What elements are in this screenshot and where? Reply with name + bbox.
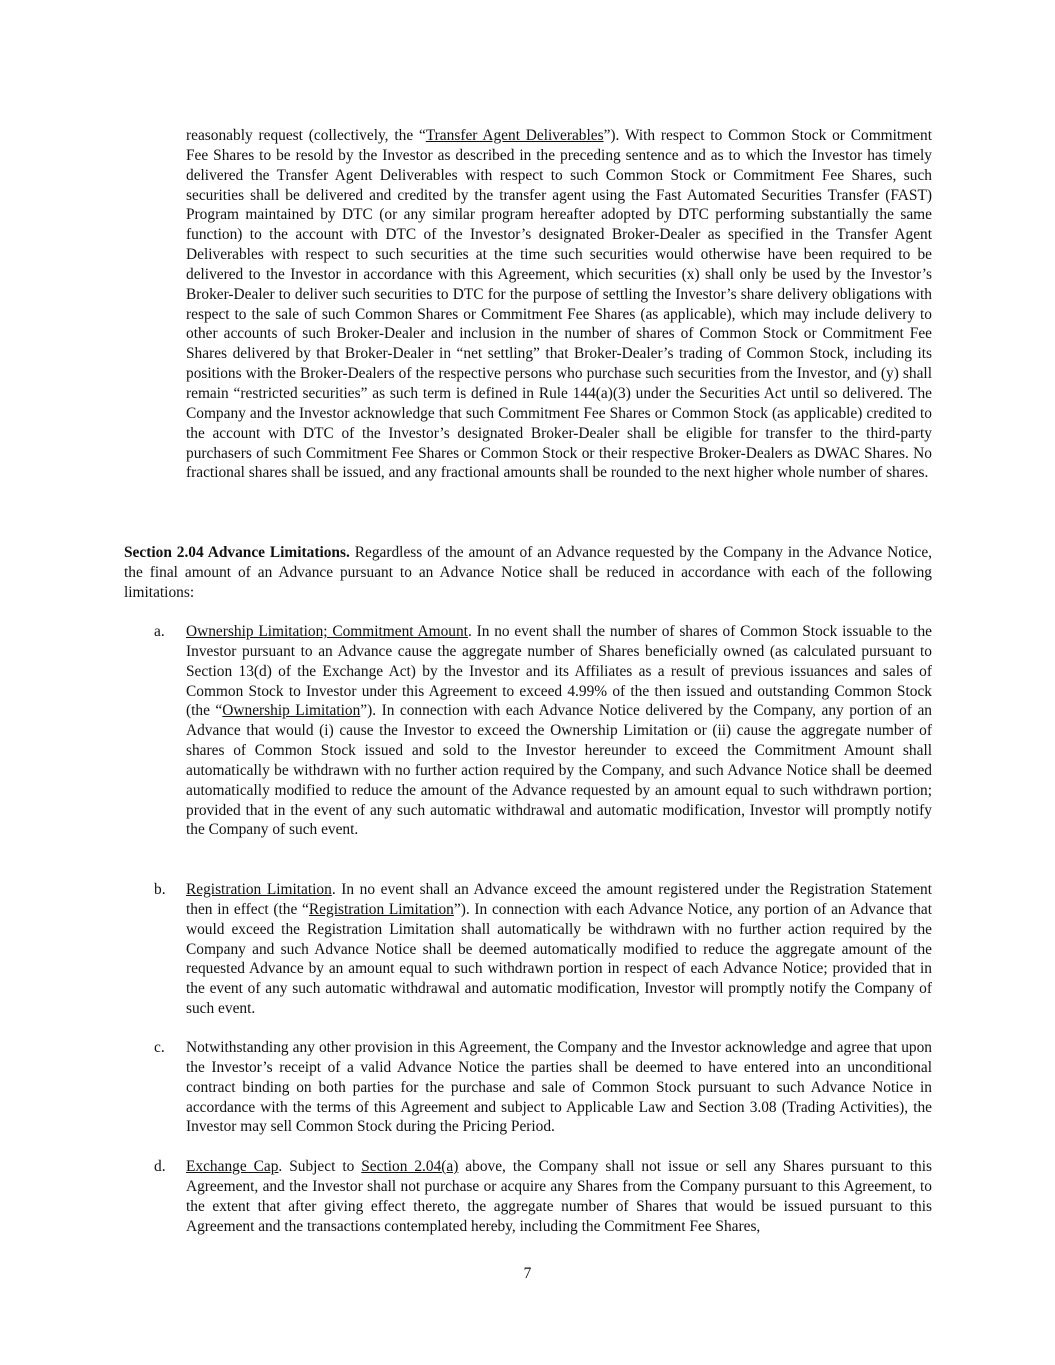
list-marker: d. — [154, 1158, 166, 1175]
list-item-c — [154, 1038, 932, 1137]
defined-term-transfer-agent-deliverables: Transfer Agent Deliverables — [425, 127, 604, 144]
item-text: . In no event shall an Advance exceed the amount registered under the Registration Statement then in effect (the “ — [186, 881, 932, 918]
list-item-a — [154, 622, 932, 840]
page-number: 7 — [523, 1265, 532, 1282]
paragraph-text: reasonably request (collectively, the “ — [186, 127, 426, 144]
list-item-body — [186, 880, 932, 1019]
list-marker: b. — [154, 881, 166, 898]
item-text: ”). In connection with each Advance Notice delivered by the Company, any portion of an Advance that would (i) cause the Investor to exceed the Ownership Limitation or (ii) cause the aggregate number of shares of Common Stock issued and sold to the Investor hereunder to exceed the Commitment Amount shall automatically be withdrawn with no further action required by the Company, and such Advance Notice shall be deemed automatically modified to reduce the amount of the Advance requested by an amount equal to such withdrawn portion; provided that in the event of any such automatic withdrawal and automatic modification, Investor will promptly notify the Company of such event. — [186, 702, 933, 839]
list-item-d — [154, 1157, 932, 1236]
list-item-body — [186, 622, 932, 840]
defined-term-ownership-limitation: Ownership Limitation — [222, 702, 361, 720]
list-marker: c. — [154, 1039, 165, 1056]
item-text: above, the Company shall not issue or sell any Shares pursuant to this Agreement, and the Investor shall not purchase or acquire any Shares from the Company pursuant to this Agreement, to the extent that after giving effect thereto, the aggregate number of Shares that would be issued pursuant to this Agreement and the transactions contemplated hereby, including the Commitment Fee Shares, — [186, 1158, 932, 1235]
cross-reference-link: Section 2.04(a) — [361, 1158, 459, 1175]
continuation-paragraph — [186, 126, 932, 483]
item-text: Notwithstanding any other provision in this Agreement, the Company and the Investor acknowledge and agree that upon the Investor’s receipt of a valid Advance Notice the parties shall be deemed to have entered into an unconditional contract binding on both parties for the purchase and sale of Common Stock pursuant to such Advance Notice in accordance with the terms of this Agreement and subject to Applicable Law and Section 3.08 (Trading Activities), the Investor may sell Common Stock during the Pricing Period. — [186, 1039, 932, 1136]
list-item-b — [154, 880, 932, 1019]
paragraph-text: ”). With respect to Common Stock or Commitment Fee Shares to be resold by the Investor as described in the preceding sentence and as to which the Investor has timely delivered the Transfer Agent Deliverables with respect to such Common Stock or Commitment Fee Shares, such securities shall be delivered and credited by the transfer agent using the Fast Automated Securities Transfer (FAST) Program maintained by DTC (or any similar program hereafter adopted by DTC performing substantially the same function) to the account with DTC of the Investor’s designated Broker-Dealer as specified in the Transfer Agent Deliverables with respect to such securities at the time such securities would otherwise have been required to be delivered to the Investor in accordance with this Agreement, which securities (x) shall only be used by the Investor’s Broker-Dealer to deliver such securities to DTC for the purpose of settling the Investor’s share delivery obligations with respect to the sale of such Common Shares or Commitment Fee Shares (as applicable), which may include delivery to other accounts of such Broker-Dealer and inclusion in the number of shares of Common Stock or Commitment Fee Shares delivered by that Broker-Dealer in “net settling” that Broker-Dealer’s trading of Common Stock, including its positions with the Broker-Dealers of the respective persons who purchase such securities from the Investor, and (y) shall remain “restricted securities” as such term is defined in Rule 144(a)(3) under the Securities Act until so delivered. The Company and the Investor acknowledge that such Commitment Fee Shares or Common Stock (as applicable) credited to the account with DTC of the Investor’s designated Broker-Dealer shall be eligible for transfer to the third-party purchasers of such Commitment Fee Shares or Common Stock or their respective Broker-Dealers as DWAC Shares. No fractional shares shall be issued, and any fractional amounts shall be rounded to the next higher whole number of shares. — [186, 127, 932, 482]
item-text: ”). In connection with each Advance Notice, any portion of an Advance that would exceed the Registration Limitation shall automatically be withdrawn with no further action required by the Company and such Advance Notice shall be deemed automatically modified to reduce the aggregate amount of the requested Advance by an amount equal to such withdrawn portion in respect of each Advance Notice; provided that in the event of any such automatic withdrawal and automatic modification, Investor will promptly notify the Company of such event. — [186, 900, 932, 1018]
item-title: Registration Limitation — [186, 881, 332, 898]
section-2-04-paragraph — [124, 543, 932, 603]
list-item-body — [186, 1157, 932, 1236]
item-text: . In no event shall the number of shares of Common Stock issuable to the Investor pursuant to an Advance cause the aggregate number of Shares beneficially owned (as calculated pursuant to Section 13(d) of the Exchange Act) by the Investor and its Affiliates as a result of previous issuances and sales of Common Stock to Investor under this Agreement to exceed 4.99% of the then issued and outstanding Common Stock (the “ — [186, 623, 932, 720]
section-heading: Section 2.04 Advance Limitations. — [124, 544, 350, 561]
section-intro-text: Regardless of the amount of an Advance requested by the Company in the Advance Notice, the final amount of an Advance pursuant to an Advance Notice shall be reduced in accordance with each of the following limitations: — [124, 544, 932, 601]
item-text: . Subject to — [278, 1158, 362, 1175]
list-marker: a. — [154, 623, 165, 640]
list-item-body — [186, 1038, 932, 1137]
defined-term-registration-limitation: Registration Limitation — [308, 900, 454, 918]
item-title: Ownership Limitation; Commitment Amount — [186, 623, 468, 640]
item-title: Exchange Cap — [186, 1158, 279, 1175]
